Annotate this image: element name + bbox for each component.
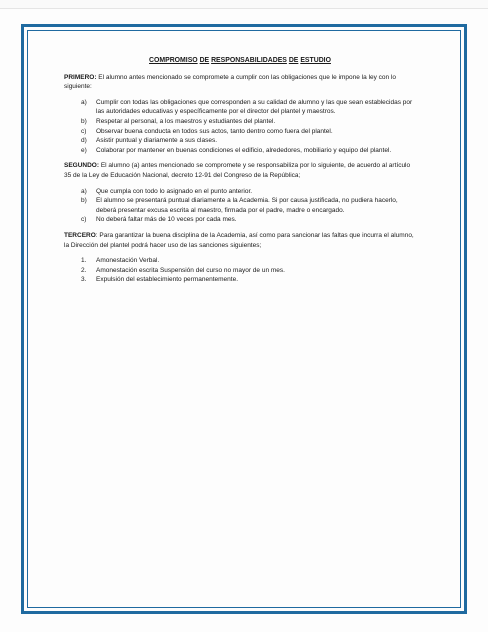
title-word: RESPONSABILIDADES bbox=[211, 57, 287, 64]
list-item-text: Que cumpla con todo lo asignado en el punto anterior. bbox=[96, 187, 253, 195]
list-marker: 3. bbox=[81, 276, 87, 284]
top-toolbar-strip bbox=[0, 0, 488, 9]
list-item bbox=[64, 215, 416, 225]
list-marker: b) bbox=[81, 117, 87, 125]
title-word: DE bbox=[288, 57, 299, 64]
list-marker: c) bbox=[81, 127, 87, 135]
section-text: El alumno (a) antes mencionado se compromete y se responsabiliza por lo siguiente, de acuerdo al artículo 35 de la Ley de Educación Nacional, decreto 12-91 del Congreso de la República; bbox=[64, 162, 411, 179]
section-segundo bbox=[64, 161, 416, 180]
section-text: El alumno antes mencionado se compromete a cumplir con las obligaciones que le impone la ley con lo siguiente: bbox=[64, 73, 397, 91]
list-item bbox=[64, 146, 416, 156]
list-item-text: Expulsión del establecimiento permanentemente. bbox=[96, 276, 239, 284]
list-item bbox=[64, 117, 416, 127]
list-marker: d) bbox=[81, 137, 87, 145]
document-body bbox=[64, 56, 416, 291]
section-tercero bbox=[64, 231, 416, 250]
list-item-text: Cumplir con todas las obligaciones que corresponden a su calidad de alumno y las que sean establecidas por las autoridades educativas y específicamente por el director del plantel y maestros. bbox=[96, 98, 413, 116]
section-label: PRIMERO: bbox=[64, 73, 97, 81]
list-item-text: Amonestación escrita Suspensión del curso no mayor de un mes. bbox=[96, 266, 285, 274]
list-marker: b) bbox=[81, 197, 87, 205]
section-primero bbox=[64, 73, 416, 92]
list-item-text: El alumno se presentará puntual diariamente a la Academia. Si por causa justificada, no pudiera hacerlo, deberá presentar excusa escrita al maestro, firmada por el padre, madre o encargado. bbox=[96, 197, 398, 214]
list-item-text: No deberá faltar más de 10 veces por cada mes. bbox=[96, 216, 237, 224]
list-item-text: Respetar al personal, a los maestros y estudiantes del plantel. bbox=[96, 117, 276, 125]
list-item bbox=[64, 275, 416, 285]
primero-list bbox=[64, 98, 416, 156]
list-marker: a) bbox=[81, 187, 87, 195]
list-item-text: Asistir puntual y diariamente a sus clases. bbox=[96, 137, 218, 145]
title-word: DE bbox=[199, 57, 210, 64]
document-title bbox=[64, 56, 416, 66]
list-item bbox=[64, 127, 416, 137]
list-item bbox=[64, 266, 416, 276]
section-text: : Para garantizar la buena disciplina de la Academia, así como para sancionar las faltas que incurra el alumno, la Dirección del plantel podrá hacer uso de las sanciones siguientes; bbox=[64, 231, 414, 249]
list-item-text: Amonestación Verbal. bbox=[96, 257, 160, 265]
list-item bbox=[64, 256, 416, 266]
list-marker: a) bbox=[81, 98, 87, 106]
list-item bbox=[64, 98, 416, 117]
list-marker: 1. bbox=[81, 257, 87, 265]
list-item bbox=[64, 136, 416, 146]
section-label: SEGUNDO: bbox=[64, 162, 100, 170]
list-item-text: Colaborar por mantener en buenas condiciones el edificio, alrededores, mobiliario y equipo del plantel. bbox=[96, 146, 392, 154]
title-word: ESTUDIO bbox=[300, 57, 331, 64]
list-marker: e) bbox=[81, 146, 87, 154]
list-marker: 2. bbox=[81, 266, 87, 274]
segundo-list bbox=[64, 187, 416, 225]
list-item-text: Observar buena conducta en todos sus actos, tanto dentro como fuera del plantel. bbox=[96, 127, 333, 135]
list-item bbox=[64, 196, 416, 215]
tercero-list bbox=[64, 256, 416, 285]
list-item bbox=[64, 187, 416, 197]
list-marker: c) bbox=[81, 216, 87, 224]
title-word: COMPROMISO bbox=[149, 57, 198, 64]
section-label: TERCERO bbox=[64, 231, 96, 239]
